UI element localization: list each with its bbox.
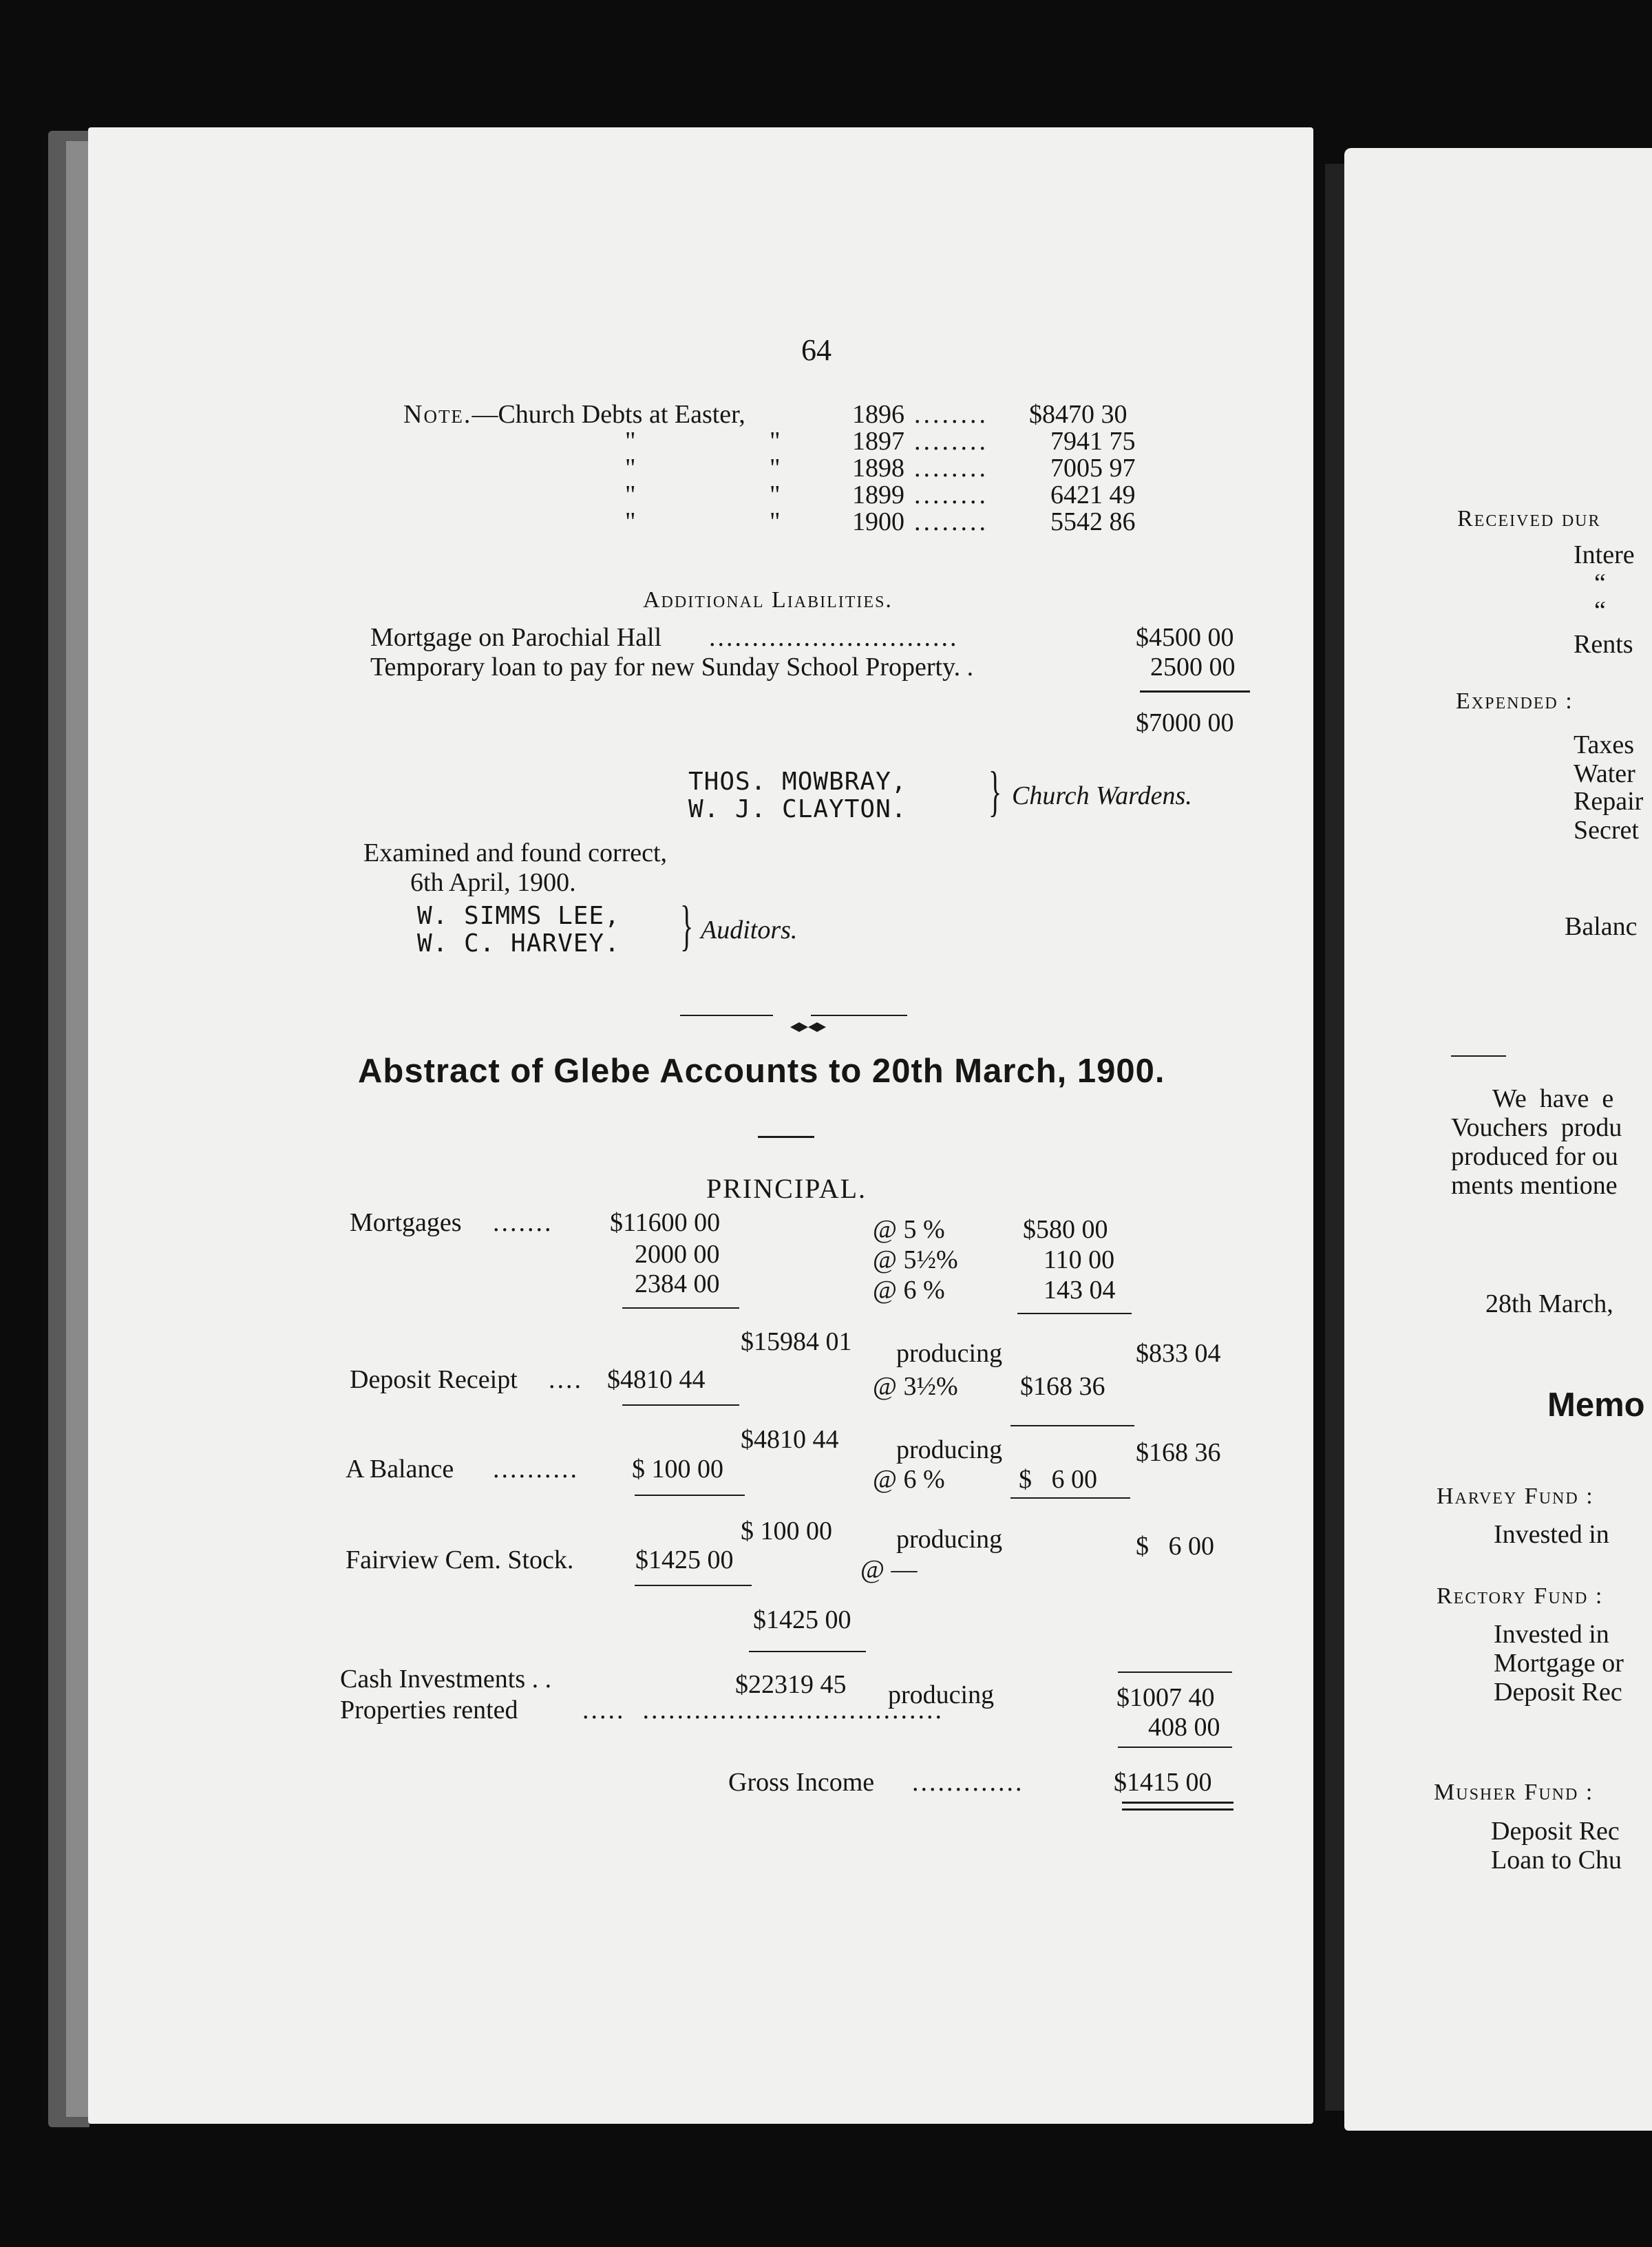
leader-dots: ........ xyxy=(914,481,988,509)
properties-rented-income: 408 00 xyxy=(1148,1713,1220,1742)
ditto-mark: " xyxy=(770,507,781,536)
debt-amount-1899: 6421 49 xyxy=(1050,481,1136,509)
ments-text: ments mentione xyxy=(1451,1171,1618,1200)
sum-rule xyxy=(1017,1313,1132,1314)
deposit-receipt-label: Deposit Receipt xyxy=(350,1365,518,1394)
debt-year-1896: 1896 xyxy=(852,400,904,429)
mortgage-3-income: 143 04 xyxy=(1044,1276,1116,1305)
leader-dots: ........ xyxy=(914,454,988,483)
debt-year-1897: 1897 xyxy=(852,427,904,456)
additional-liabilities-total: $7000 00 xyxy=(1136,708,1234,737)
balance-income-total: $ 6 00 xyxy=(1136,1532,1214,1561)
water-label: Water xyxy=(1574,759,1635,788)
sum-rule xyxy=(635,1585,752,1586)
warden-name-2: W. J. CLAYTON. xyxy=(688,795,907,823)
examined-date: 6th April, 1900. xyxy=(410,868,576,897)
debt-amount-1900: 5542 86 xyxy=(1050,507,1136,536)
ditto-mark: " xyxy=(770,427,781,456)
debt-year-1900: 1900 xyxy=(852,507,904,536)
leader-dots: ........ xyxy=(914,427,988,456)
produced-text: produced for ou xyxy=(1451,1142,1618,1171)
mortgages-label: Mortgages xyxy=(350,1208,462,1237)
sum-rule xyxy=(749,1651,866,1652)
ditto-mark: " xyxy=(625,481,636,509)
we-have-text: We have e xyxy=(1492,1084,1614,1113)
principal-heading: PRINCIPAL. xyxy=(706,1173,867,1204)
title-rule xyxy=(758,1136,814,1138)
cash-income: $1007 40 xyxy=(1116,1683,1215,1712)
mortgage-1-amount: $11600 00 xyxy=(610,1208,721,1237)
sum-rule xyxy=(635,1495,745,1496)
mortgage-1-rate: @ 5 % xyxy=(873,1215,945,1244)
harvey-fund-heading: Harvey Fund : xyxy=(1437,1484,1594,1509)
balance-amount: $ 100 00 xyxy=(632,1455,723,1484)
sum-rule xyxy=(1118,1747,1232,1748)
leader-dots: .... xyxy=(549,1365,583,1394)
invested-in-2: Invested in xyxy=(1494,1620,1609,1649)
debt-amount-1898: 7005 97 xyxy=(1050,454,1136,483)
ditto-mark: " xyxy=(770,454,781,483)
mortgage-2-amount: 2000 00 xyxy=(635,1240,720,1269)
book-gutter xyxy=(1325,164,1344,2111)
fairview-stock-label: Fairview Cem. Stock. xyxy=(346,1546,574,1574)
auditor-name-1: W. SIMMS LEE, xyxy=(417,902,620,930)
deposit-rec-text-2: Deposit Rec xyxy=(1491,1817,1620,1846)
cash-producing: producing xyxy=(888,1680,995,1709)
right-page xyxy=(1344,148,1652,2131)
left-page xyxy=(88,127,1313,2124)
mortgage-2-rate: @ 5½% xyxy=(873,1245,958,1274)
balance-rate: @ 6 % xyxy=(873,1465,945,1494)
ditto-mark: " xyxy=(625,454,636,483)
properties-rented-label: Properties rented xyxy=(340,1696,518,1724)
loan-to-text: Loan to Chu xyxy=(1491,1846,1622,1875)
vouchers-text: Vouchers produ xyxy=(1451,1113,1622,1142)
mortgages-total: $15984 01 xyxy=(741,1327,852,1356)
expended-heading: Expended : xyxy=(1456,688,1574,714)
leader-dots: ........ xyxy=(914,400,988,429)
debt-amount-1896: $8470 30 xyxy=(1029,400,1127,429)
rents-label: Rents xyxy=(1574,630,1633,659)
leader-dots: ........ xyxy=(914,507,988,536)
date-text: 28th March, xyxy=(1485,1289,1613,1318)
ditto-mark: “ xyxy=(1594,569,1606,598)
auditors-role: Auditors. xyxy=(701,916,798,945)
deposit-receipt-total: $4810 44 xyxy=(741,1425,839,1454)
cash-investments-label: Cash Investments . . xyxy=(340,1665,552,1694)
leader-dots: ..... ................................... xyxy=(582,1696,944,1724)
deposit-receipt-amount: $4810 44 xyxy=(607,1365,706,1394)
invested-in-1: Invested in xyxy=(1494,1520,1609,1549)
memo-heading: Memo xyxy=(1547,1386,1645,1424)
fairview-stock-rate: @ — xyxy=(860,1555,918,1584)
sum-rule xyxy=(1010,1497,1130,1499)
sum-rule xyxy=(1118,1671,1232,1673)
brace: } xyxy=(988,761,1002,822)
received-heading: Received dur xyxy=(1457,506,1601,531)
mortgage-on-text: Mortgage or xyxy=(1494,1649,1624,1678)
deposit-receipt-income: $168 36 xyxy=(1020,1372,1105,1401)
sum-rule xyxy=(622,1307,739,1309)
debt-amount-1897: 7941 75 xyxy=(1050,427,1136,456)
ditto-mark: “ xyxy=(1594,596,1606,625)
temporary-loan-amount: 2500 00 xyxy=(1150,653,1236,682)
fairview-stock-amount: $1425 00 xyxy=(635,1546,734,1574)
sum-rule xyxy=(1140,690,1250,693)
debt-year-1899: 1899 xyxy=(852,481,904,509)
debt-year-1898: 1898 xyxy=(852,454,904,483)
rule xyxy=(1451,1055,1506,1057)
church-wardens-role: Church Wardens. xyxy=(1012,781,1192,810)
mortgage-3-rate: @ 6 % xyxy=(873,1276,945,1305)
deposit-income-total: $168 36 xyxy=(1136,1438,1221,1467)
leader-dots: .......... xyxy=(493,1455,579,1484)
mortgage-1-income: $580 00 xyxy=(1023,1215,1108,1244)
mortgages-producing: producing xyxy=(896,1339,1003,1368)
ditto-mark: " xyxy=(625,427,636,456)
fairview-stock-total: $1425 00 xyxy=(753,1605,851,1634)
brace: } xyxy=(680,896,694,956)
deposit-receipt-rate: @ 3½% xyxy=(873,1372,958,1401)
interest-label: Intere xyxy=(1574,540,1635,569)
balance-total: $ 100 00 xyxy=(741,1517,832,1546)
note-label: Note.—Church Debts at Easter, xyxy=(403,400,745,429)
warden-name-1: THOS. MOWBRAY, xyxy=(688,768,907,796)
additional-liabilities-heading: Additional Liabilities. xyxy=(643,587,893,613)
gross-income-label: Gross Income xyxy=(728,1768,875,1797)
mortgage-parochial-hall-label: Mortgage on Parochial Hall xyxy=(370,623,662,652)
musher-fund-heading: Musher Fund : xyxy=(1434,1780,1594,1805)
deposit-rec-text: Deposit Rec xyxy=(1494,1678,1622,1707)
leader-dots: ....... xyxy=(493,1208,553,1237)
double-rule xyxy=(1122,1802,1233,1804)
abstract-title: Abstract of Glebe Accounts to 20th March, 1900. xyxy=(358,1053,1165,1090)
sum-rule xyxy=(1010,1425,1134,1426)
balance-label: A Balance xyxy=(346,1455,454,1484)
secretary-label: Secret xyxy=(1574,816,1639,845)
mortgage-3-amount: 2384 00 xyxy=(635,1269,720,1298)
mortgage-parochial-hall-amount: $4500 00 xyxy=(1136,623,1234,652)
cash-investments-amount: $22319 45 xyxy=(735,1670,847,1699)
page-number: 64 xyxy=(801,333,832,367)
gross-income-amount: $1415 00 xyxy=(1114,1768,1212,1797)
deposit-producing: producing xyxy=(896,1435,1003,1464)
sum-rule xyxy=(622,1404,739,1406)
double-rule xyxy=(1122,1808,1233,1811)
leader-dots: ............................. xyxy=(709,623,959,652)
balance-producing: producing xyxy=(896,1525,1003,1554)
balance-income: $ 6 00 xyxy=(1019,1465,1097,1494)
taxes-label: Taxes xyxy=(1574,730,1635,759)
rectory-fund-heading: Rectory Fund : xyxy=(1437,1583,1604,1609)
leader-dots: ............. xyxy=(912,1768,1024,1797)
examined-line: Examined and found correct, xyxy=(363,838,668,867)
balance-label-right: Balanc xyxy=(1565,912,1638,941)
mortgage-2-income: 110 00 xyxy=(1044,1245,1115,1274)
temporary-loan-label: Temporary loan to pay for new Sunday School Property. . xyxy=(370,653,974,682)
ditto-mark: " xyxy=(770,481,781,509)
repair-label: Repair xyxy=(1574,787,1644,816)
mortgages-income-total: $833 04 xyxy=(1136,1339,1221,1368)
ditto-mark: " xyxy=(625,507,636,536)
auditor-name-2: W. C. HARVEY. xyxy=(417,929,620,958)
